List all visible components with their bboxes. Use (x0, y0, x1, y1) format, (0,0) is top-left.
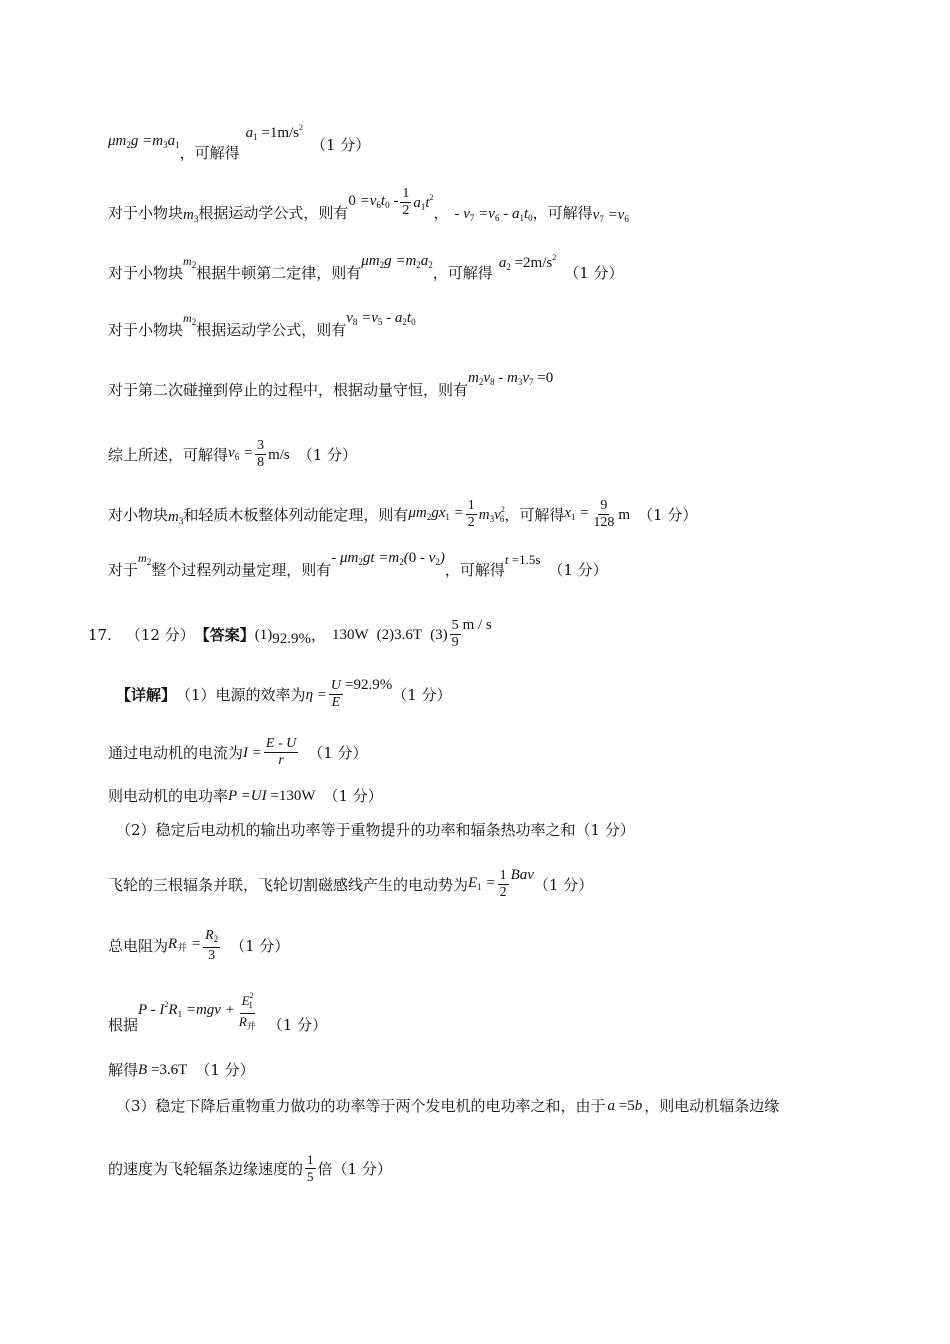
text: 总电阻为 (108, 937, 169, 955)
detail-3 (108, 786, 383, 806)
detail-9 (116, 1096, 779, 1116)
formula: a =5b (607, 1098, 643, 1114)
eq-line-5 (108, 370, 554, 402)
text: 通过电动机的电流为 (108, 743, 244, 762)
formula: $v_7 =v_6$ (592, 206, 629, 224)
formula: $\mu m_2gx_1$ = (408, 504, 464, 522)
text: 对于小物块 (108, 203, 184, 222)
formula: $m_3$ (183, 206, 199, 224)
detail-8 (108, 1060, 255, 1080)
text: ， (433, 203, 449, 222)
text: 整个过程列动量定理，则有 (151, 561, 332, 579)
score: （1 分） (297, 445, 358, 464)
formula: $x_1$ = (564, 504, 590, 522)
formula: B =3.6T (138, 1062, 188, 1078)
detail-5 (108, 868, 593, 901)
formula: $v_8 =v_5 - a_2t_0$ (346, 310, 416, 327)
text: ，则电动机辐条边缘 (644, 1097, 780, 1115)
formula: I = (243, 744, 262, 761)
fraction: $\frac{R_2}{3}$ (205, 928, 219, 963)
fraction: $\frac{3}{8}$ (257, 438, 265, 470)
formula: $E_1$ = (468, 874, 496, 892)
text: （3）稳定下降后重物重力做功的功率等于两个发电机的电功率之和，由于 (116, 1097, 606, 1115)
text: ，可解得 (532, 203, 593, 222)
fraction: $\frac{1}{2}$ (467, 498, 475, 530)
formula: - $v_7 =v_6 - a_1t_0$ (454, 205, 533, 223)
formula: - $\mu m_2gt =m_2(0 - v_2)$ (331, 550, 445, 567)
fraction: $\frac{E^2_1}{R_并}$ (237, 988, 258, 1034)
fraction: $\frac{E - U}{r}$ (265, 736, 297, 768)
text: ，可解得 (444, 561, 505, 579)
text: 对于小物块 (108, 263, 184, 282)
formula: $m_2$ (183, 253, 197, 270)
formula: Bav (510, 866, 534, 883)
eq-line-6 (108, 438, 357, 471)
score: （1 分） (267, 1016, 328, 1034)
eq-line-3 (108, 252, 624, 287)
formula: =92.9% (345, 676, 393, 693)
formula: $a_1t^2$ (413, 193, 434, 212)
text: 根据 (108, 1016, 139, 1034)
formula: $\mu m_2g =m_2a_2$ (361, 252, 433, 270)
score: （1 分） (195, 1061, 255, 1079)
text: (3) (430, 626, 448, 643)
text: 的速度为飞轮辐条边缘速度的 (108, 1159, 304, 1178)
value: 130W (332, 626, 369, 643)
formula: P =UI =130W (228, 788, 316, 804)
formula: $P - I^2R_1 =mgv$ + (138, 999, 235, 1019)
formula: $m_3$ (168, 508, 184, 526)
text: ，可解得 (179, 143, 240, 162)
score: （1 分） (533, 875, 594, 894)
text: 和轻质木板整体列动能定理，则有 (183, 505, 409, 524)
text: ， (310, 625, 326, 644)
answer-tag: 【答案】 (194, 625, 255, 644)
formula: $m_2v_8 - m_3v_7 =0$ (468, 370, 554, 387)
eq-line-7 (108, 498, 697, 531)
text: (1) (254, 626, 273, 643)
formula: t =1.5s (504, 552, 541, 567)
text: 根据运动学公式，则有 (196, 321, 347, 339)
text: 根据运动学公式，则有 (198, 203, 349, 222)
formula: η = (305, 686, 327, 703)
fraction: $\frac{U}{E}$ (330, 678, 342, 710)
text: 对小物块 (108, 505, 169, 524)
eq-line-2 (108, 186, 629, 229)
fraction: $\frac{5}{9}$ (451, 618, 459, 650)
text: (2)3.6T (376, 626, 423, 643)
detail-6 (108, 928, 289, 964)
detail-7 (108, 991, 328, 1040)
value: 92.9% (272, 630, 311, 647)
formula: $R_并$ = (168, 935, 202, 954)
text: （2）稳定后电动机的输出功率等于重物提升的功率和辐条热功率之和（1 分） (116, 821, 635, 839)
formula: $\mu m_2g =m_3a_1$ (108, 132, 180, 150)
question-17 (88, 618, 492, 651)
fraction: $\frac{1}{2}$ (499, 868, 507, 900)
detail-4 (116, 820, 635, 840)
score: （1 分） (564, 263, 624, 282)
question-number: 17. (88, 625, 112, 644)
detail-tag: 【详解】 (116, 685, 177, 704)
text: ，可解得 (504, 505, 565, 524)
score: （1 分） (548, 561, 608, 579)
formula: $a_2 =2m/s^2$ (498, 253, 557, 272)
text: （1）电源的效率为 (176, 685, 306, 704)
text: 对于小物块 (108, 321, 184, 339)
eq-line-1 (108, 123, 371, 162)
score: （1 分） (323, 787, 383, 805)
formula: $m_2$ (138, 551, 152, 567)
text: 对于第二次碰撞到停止的过程中，根据动量守恒，则有 (108, 381, 469, 399)
unit: m (618, 506, 631, 523)
detail-2 (108, 736, 368, 769)
text: 对于 (108, 561, 139, 579)
text: 则电动机的电功率 (108, 787, 229, 805)
text: 综上所述，可解得 (108, 445, 229, 464)
fraction: $\frac{1}{2}$ (402, 186, 410, 218)
formula: $v_6$ = (228, 444, 254, 462)
score: （1 分） (230, 937, 290, 955)
text: 解得 (108, 1061, 139, 1079)
text: 倍（1 分） (317, 1159, 392, 1178)
unit: m/s (268, 446, 290, 463)
points: （12 分） (125, 625, 195, 644)
formula: $a_1 =1m/s^2$ (245, 123, 303, 142)
formula: $m_2$ (183, 311, 197, 327)
text: ，可解得 (432, 263, 493, 282)
text: 根据牛顿第二定律，则有 (196, 263, 362, 282)
score: （1 分） (638, 505, 698, 524)
fraction: $\frac{9}{128}$ (593, 498, 615, 530)
fraction: $\frac{1}{5}$ (307, 1152, 314, 1184)
eq-line-4 (108, 310, 416, 342)
score: （1 分） (308, 743, 368, 762)
formula: $0 =v_6t_0$ - (348, 192, 399, 210)
text: 飞轮的三根辐条并联，飞轮切割磁感线产生的电动势为 (108, 875, 469, 894)
eq-line-8 (108, 550, 608, 582)
unit: m / s (462, 616, 492, 633)
score: （1 分） (392, 685, 452, 704)
detail-10 (108, 1152, 392, 1185)
score: （1 分） (311, 135, 371, 154)
detail-1 (116, 678, 452, 711)
formula: $m_3v^2_6$ (478, 505, 505, 524)
